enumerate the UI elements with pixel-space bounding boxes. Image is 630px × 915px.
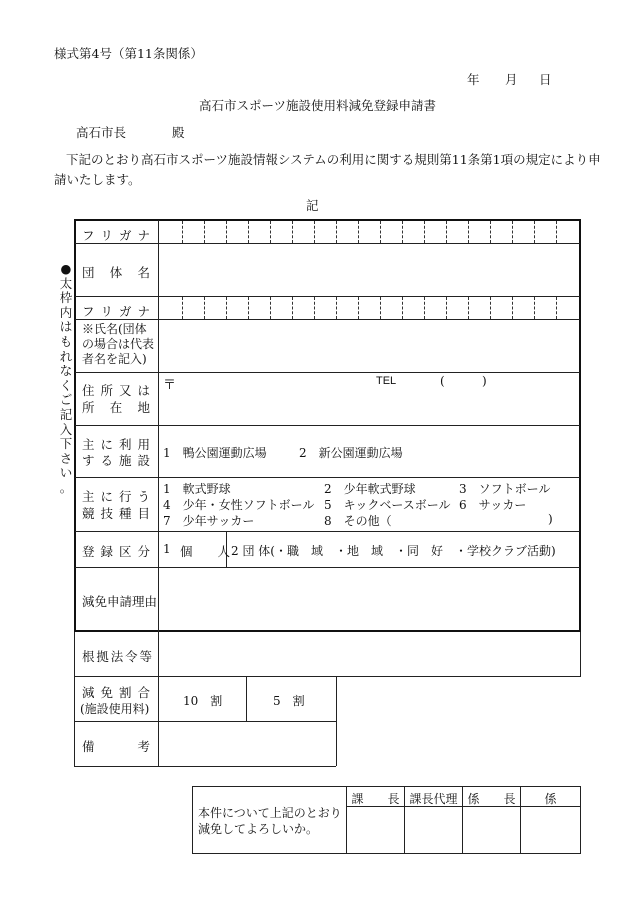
furigana-cell-divider bbox=[204, 221, 205, 243]
label-char: 行 bbox=[118, 489, 132, 504]
furigana-cell-divider bbox=[556, 297, 557, 319]
furigana-cell-divider bbox=[402, 297, 403, 319]
side-note-char: 入 bbox=[59, 421, 73, 437]
row-divider bbox=[75, 319, 580, 320]
side-note-char: い bbox=[59, 465, 73, 481]
sport-option: ) bbox=[548, 512, 553, 526]
furigana-cell-divider bbox=[402, 221, 403, 243]
label-char: 主 bbox=[82, 437, 95, 452]
document-title: 高石市スポーツ施設使用料減免登録申請書 bbox=[199, 98, 437, 113]
label-char: 団 bbox=[82, 265, 95, 280]
furigana-cell-divider bbox=[314, 221, 315, 243]
label-char: ナ bbox=[137, 228, 150, 243]
side-note-char: 記 bbox=[59, 406, 73, 422]
facility-option-2: 2 新公園運動広場 bbox=[299, 446, 403, 460]
sport-option: 4 少年・女性ソフトボール bbox=[163, 498, 315, 512]
sport-option: 5 キックベースボール bbox=[324, 498, 451, 512]
postal-mark: 〒 bbox=[163, 378, 177, 393]
furigana-cell-divider bbox=[424, 297, 425, 319]
group-name-label bbox=[82, 263, 150, 281]
label-char: フ bbox=[82, 304, 95, 319]
sport-option: 8 その他（ bbox=[324, 514, 392, 528]
furigana-cell-divider bbox=[336, 297, 337, 319]
side-note-char: は bbox=[59, 319, 73, 335]
label-char: 令 bbox=[125, 649, 138, 664]
row-divider bbox=[75, 296, 580, 297]
label-char: 区 bbox=[118, 544, 132, 559]
rate-label-line2: (施設使用料) bbox=[80, 702, 150, 716]
label-char: 技 bbox=[100, 506, 113, 521]
reason-label: 減免申請理由 bbox=[82, 594, 158, 609]
date-year: 年 bbox=[467, 72, 480, 87]
furigana-cell-divider bbox=[446, 221, 447, 243]
tel-paren-open: ( bbox=[440, 374, 445, 388]
label-char: 住 bbox=[82, 383, 95, 398]
address-label-line2 bbox=[82, 398, 150, 416]
furigana-cell-divider bbox=[468, 221, 469, 243]
label-column-divider bbox=[158, 220, 159, 766]
sport-label-line1 bbox=[82, 487, 150, 505]
label-char: 用 bbox=[137, 437, 150, 452]
lower-left-border bbox=[74, 632, 75, 767]
furigana-cell-divider bbox=[424, 221, 425, 243]
label-char: 拠 bbox=[96, 649, 109, 664]
label-char: 在 bbox=[109, 400, 123, 415]
honorific: 殿 bbox=[172, 125, 185, 140]
side-note-char: な bbox=[59, 363, 73, 379]
side-note-char: 内 bbox=[59, 304, 73, 320]
label-char: 合 bbox=[137, 685, 150, 700]
label-char: 体 bbox=[109, 265, 123, 280]
sport-option: 1 軟式野球 bbox=[163, 482, 231, 496]
label-char: 法 bbox=[110, 649, 124, 664]
label-char: フ bbox=[82, 228, 95, 243]
label-char: ガ bbox=[118, 304, 132, 319]
address-label-line1 bbox=[82, 381, 150, 399]
approval-message-line2: 減免してよろしいか。 bbox=[198, 822, 319, 836]
side-note bbox=[58, 262, 74, 496]
label-char: は bbox=[137, 383, 150, 398]
row-divider bbox=[75, 243, 580, 244]
side-note-char: 枠 bbox=[59, 290, 73, 306]
sport-option: 7 少年サッカー bbox=[163, 514, 255, 528]
label-char: 登 bbox=[82, 544, 95, 559]
label-char: 又 bbox=[118, 383, 132, 398]
approval-message-line1: 本件について上記のとおり bbox=[198, 806, 342, 820]
side-note-char: ● bbox=[60, 261, 72, 276]
facility-label-line2 bbox=[82, 451, 150, 469]
body-text-line2: 請いたします。 bbox=[54, 172, 141, 187]
label-char: 施 bbox=[118, 453, 132, 468]
name-label: ※氏名(団体の場合は代表者名を記入) bbox=[82, 322, 155, 366]
label-char: 種 bbox=[118, 506, 132, 521]
addressee: 高石市長 bbox=[76, 125, 127, 140]
date-month: 月 bbox=[505, 72, 518, 87]
label-char: 分 bbox=[137, 544, 150, 559]
approval-header-section-chief: 課 長 bbox=[351, 792, 400, 806]
label-char: 地 bbox=[137, 400, 150, 415]
rate-right-border bbox=[336, 676, 337, 766]
row-divider bbox=[74, 721, 336, 722]
furigana-cell-divider bbox=[226, 221, 227, 243]
label-char: 利 bbox=[118, 437, 132, 452]
body-text-line1: 下記のとおり高石市スポーツ施設情報システムの利用に関する規則第11条第1項の規定により申 bbox=[66, 152, 601, 167]
approval-header-staff: 係 bbox=[544, 792, 557, 806]
facility-option-1: 1 鴨公園運動広場 bbox=[163, 446, 267, 460]
label-char: 備 bbox=[82, 739, 95, 754]
furigana-cell-divider bbox=[292, 221, 293, 243]
side-note-char: さ bbox=[59, 450, 73, 466]
registration-group: 2 団 体(・職 域 ・地 域 ・同 好 ・学校クラブ活動) bbox=[231, 544, 556, 558]
side-note-char: れ bbox=[59, 348, 73, 364]
rate-divider bbox=[246, 676, 247, 721]
label-char: 所 bbox=[82, 400, 95, 415]
rate-label-line1 bbox=[82, 683, 150, 701]
furigana-cell-divider bbox=[182, 221, 183, 243]
side-note-char: 下 bbox=[59, 436, 73, 452]
label-char: 減 bbox=[82, 685, 95, 700]
date-day: 日 bbox=[539, 72, 552, 87]
label-char: 名 bbox=[137, 265, 150, 280]
label-char: 免 bbox=[100, 685, 113, 700]
furigana-cell-divider bbox=[380, 221, 381, 243]
sport-option: 6 サッカー bbox=[459, 498, 527, 512]
sport-label-line2 bbox=[82, 504, 150, 522]
label-char: リ bbox=[100, 304, 113, 319]
side-note-char: 。 bbox=[59, 479, 73, 495]
furigana-cell-divider bbox=[182, 297, 183, 319]
registration-individual: 個 人 bbox=[180, 544, 231, 559]
furigana-cell-divider bbox=[270, 297, 271, 319]
furigana-label-2 bbox=[82, 302, 150, 320]
label-char: 競 bbox=[82, 506, 95, 521]
furigana-cell-divider bbox=[204, 297, 205, 319]
label-char: リ bbox=[100, 228, 113, 243]
lower-right-border bbox=[580, 632, 581, 676]
side-note-char: ご bbox=[59, 392, 73, 408]
furigana-cell-divider bbox=[292, 297, 293, 319]
furigana-cell-divider bbox=[226, 297, 227, 319]
side-note-char: 太 bbox=[59, 275, 73, 291]
furigana-cell-divider bbox=[490, 297, 491, 319]
furigana-cell-divider bbox=[248, 221, 249, 243]
furigana-cell-divider bbox=[358, 221, 359, 243]
label-char: す bbox=[82, 453, 95, 468]
row-divider bbox=[75, 477, 580, 478]
label-char: に bbox=[100, 437, 113, 452]
row-divider bbox=[75, 567, 580, 568]
label-char: 設 bbox=[137, 453, 150, 468]
furigana-cell-divider bbox=[534, 221, 535, 243]
furigana-cell-divider bbox=[468, 297, 469, 319]
sport-option: 2 少年軟式野球 bbox=[324, 482, 416, 496]
furigana-cell-divider bbox=[490, 221, 491, 243]
side-note-char: も bbox=[59, 333, 73, 349]
row-divider bbox=[74, 676, 581, 677]
label-char: 主 bbox=[82, 489, 95, 504]
furigana-cell-divider bbox=[358, 297, 359, 319]
sport-option: 3 ソフトボール bbox=[459, 482, 551, 496]
furigana-cell-divider bbox=[446, 297, 447, 319]
label-char: る bbox=[100, 453, 113, 468]
furigana-cell-divider bbox=[512, 221, 513, 243]
row-divider bbox=[75, 372, 580, 373]
furigana-cell-divider bbox=[512, 297, 513, 319]
row-divider bbox=[74, 766, 336, 767]
label-char: に bbox=[100, 489, 113, 504]
furigana-cell-divider bbox=[248, 297, 249, 319]
label-char: ガ bbox=[118, 228, 132, 243]
label-char: ナ bbox=[137, 304, 150, 319]
label-char: 考 bbox=[137, 739, 150, 754]
label-char: 録 bbox=[100, 544, 113, 559]
row-divider bbox=[75, 531, 580, 532]
label-char: 割 bbox=[118, 685, 132, 700]
label-char: う bbox=[137, 489, 150, 504]
label-char: 目 bbox=[137, 506, 150, 521]
furigana-label-1 bbox=[82, 226, 150, 244]
rate-5-option: 5 割 bbox=[273, 694, 305, 708]
tel-label: TEL bbox=[376, 375, 397, 387]
form-number: 様式第4号（第11条関係） bbox=[54, 46, 203, 61]
furigana-cell-divider bbox=[336, 221, 337, 243]
row-divider bbox=[75, 425, 580, 426]
basis-label bbox=[82, 647, 152, 665]
rate-10-option: 10 割 bbox=[183, 694, 223, 708]
furigana-cell-divider bbox=[380, 297, 381, 319]
side-note-char: く bbox=[59, 377, 73, 393]
furigana-cell-divider bbox=[314, 297, 315, 319]
label-char: 所 bbox=[100, 383, 113, 398]
furigana-cell-divider bbox=[556, 221, 557, 243]
furigana-cell-divider bbox=[270, 221, 271, 243]
registration-label bbox=[82, 542, 150, 560]
furigana-cell-divider bbox=[534, 297, 535, 319]
registration-individual-num: 1 bbox=[163, 542, 171, 556]
approval-header-deputy-chief: 課長代理 bbox=[409, 792, 458, 806]
tel-paren-close: ) bbox=[482, 374, 487, 388]
label-char: 等 bbox=[139, 649, 152, 664]
approval-header-subsection-chief: 係 長 bbox=[467, 792, 516, 806]
ki-label: 記 bbox=[306, 198, 319, 213]
label-char: 根 bbox=[82, 649, 95, 664]
remarks-label bbox=[82, 737, 150, 755]
